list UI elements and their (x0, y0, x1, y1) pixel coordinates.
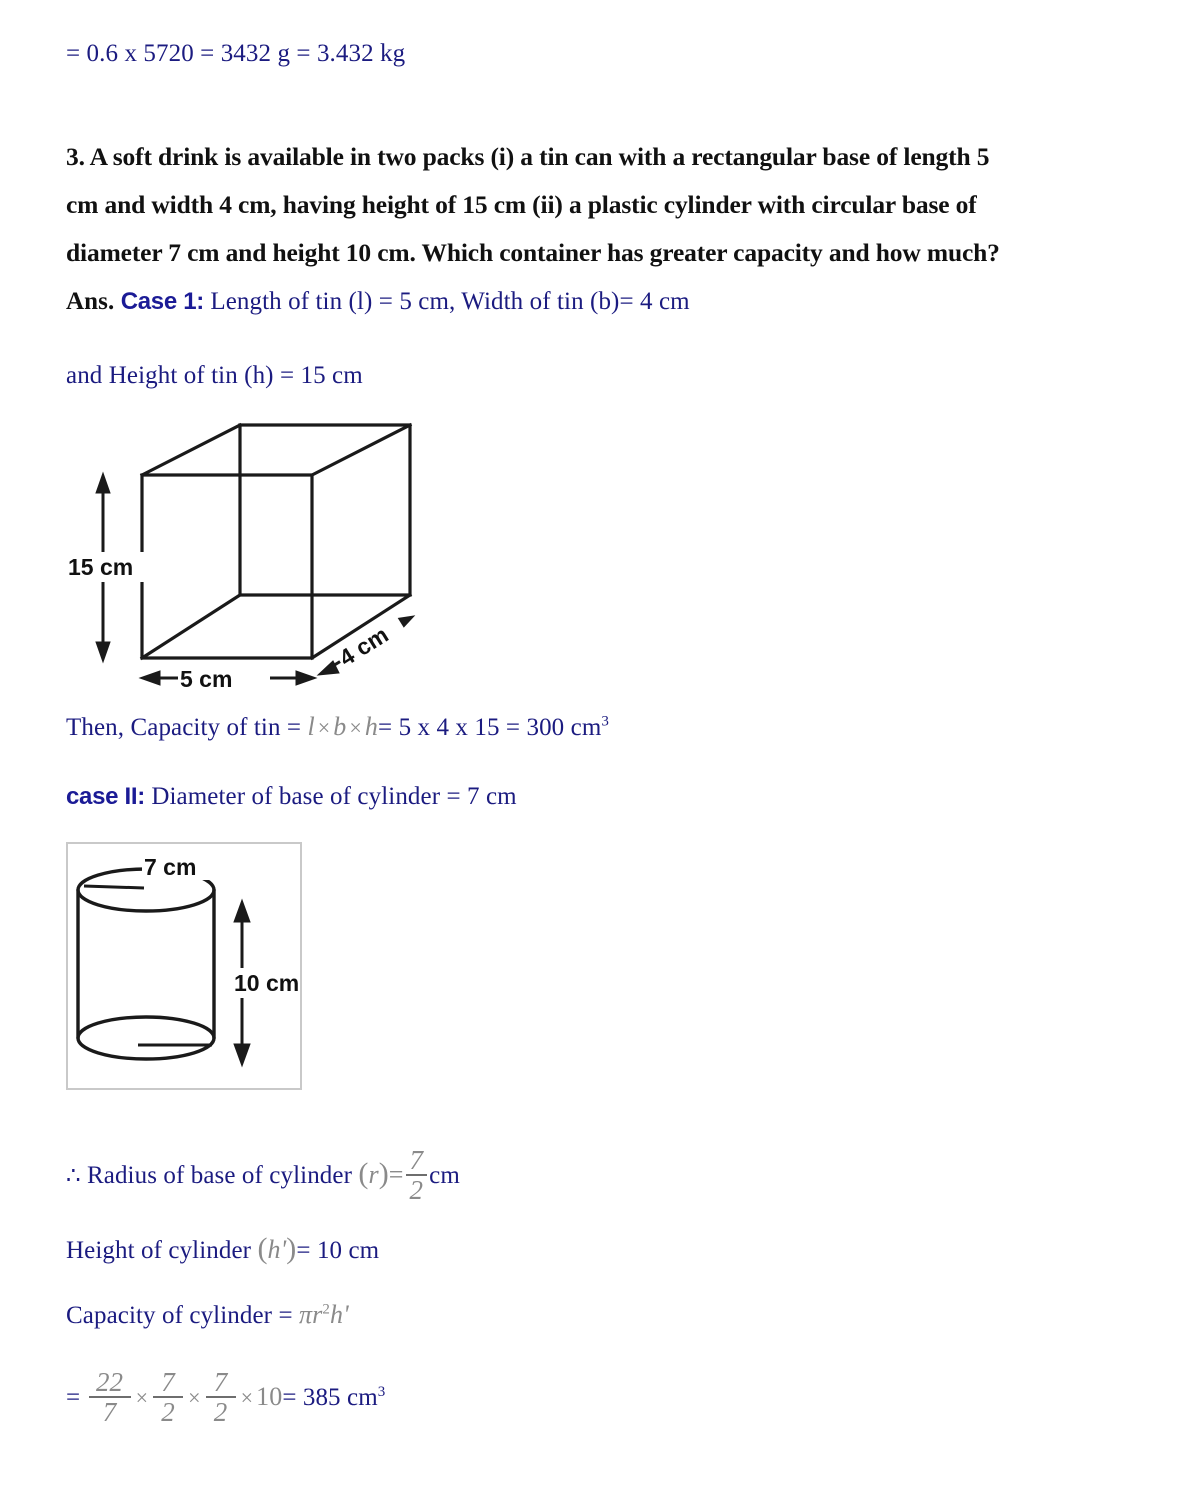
final-result: = 385 cm (282, 1384, 378, 1412)
tin-capacity-prefix: Then, Capacity of tin = (66, 714, 308, 741)
fraction-numerator: 7 (409, 1145, 424, 1175)
height-cyl-text: Height of cylinder (66, 1237, 258, 1264)
frac3-denominator: 2 (206, 1396, 236, 1426)
frac1-denominator: 7 (89, 1396, 131, 1426)
case1-label: Case 1: (120, 288, 204, 315)
cylinder-height-line-text (66, 1232, 379, 1266)
cuboid-front-face (142, 475, 312, 658)
question-line-2: cm and width 4 cm, having height of 15 cm (ii) a plastic cylinder with circular base of (66, 190, 977, 219)
frac3-numerator: 7 (213, 1367, 228, 1397)
fraction-7-2-a (153, 1368, 183, 1427)
final-result-exponent: 3 (377, 1383, 386, 1400)
frac2-denominator: 2 (153, 1396, 183, 1426)
case1-text: Length of tin (l) = 5 cm, Width of tin (b)= 4 cm (204, 288, 690, 315)
carryover-calculation-line: = 0.6 x 5720 = 3432 g = 3.432 kg (66, 40, 406, 67)
final-calculation-line (66, 1367, 386, 1429)
cuboid-edge-tl (142, 425, 240, 475)
radius-text: Radius of base of cylinder (80, 1162, 359, 1190)
fraction-22-7 (89, 1368, 131, 1427)
height-dimension-label: 15 cm (68, 554, 134, 580)
answer-case1-line (66, 288, 690, 316)
frac2-numerator: 7 (161, 1367, 175, 1397)
frac1-numerator: 22 (95, 1367, 124, 1397)
multiplier-ten: 10 (256, 1382, 283, 1412)
close-paren-h: ) (286, 1232, 297, 1265)
open-paren-h: ( (257, 1232, 268, 1265)
mult-1: × (135, 1385, 149, 1411)
cylinder-capacity-line (66, 1300, 349, 1330)
ans-label: Ans. (66, 288, 115, 315)
case2-label: case II: (66, 783, 145, 810)
close-paren-r: ) (378, 1157, 389, 1191)
question-line-3: diameter 7 cm and height 10 cm. Which container has greater capacity and how much? (66, 238, 1000, 267)
height-cyl-value: = 10 cm (296, 1237, 380, 1264)
symbol-pi: π (299, 1300, 313, 1329)
times-sign-1: × (317, 715, 331, 740)
tin-capacity-result: = 5 x 4 x 15 = 300 cm (378, 714, 602, 741)
symbol-l: l (307, 712, 315, 741)
cuboid-edge-tr (312, 425, 410, 475)
answer-case2-line (66, 783, 517, 811)
symbol-r-squared: r (312, 1300, 323, 1329)
symbol-h-prime-2: h' (329, 1300, 349, 1329)
fraction-seven-halves (406, 1146, 428, 1205)
diameter-label: 7 cm (144, 854, 197, 880)
tin-capacity-exponent: 3 (601, 713, 609, 730)
mult-2: × (188, 1385, 201, 1411)
question-text (66, 133, 1166, 277)
final-equals: = (66, 1384, 81, 1412)
symbol-b: b (333, 712, 347, 741)
depth-dimension-label: 4 cm (334, 621, 393, 672)
cylinder-radius-line-text (66, 1145, 460, 1207)
capacity-cyl-text: Capacity of cylinder = (66, 1302, 299, 1329)
case2-text: Diameter of base of cylinder = 7 cm (145, 783, 517, 810)
plastic-cylinder-diagram (66, 842, 302, 1090)
therefore-symbol: ∴ (66, 1163, 81, 1189)
radius-unit: cm (429, 1162, 460, 1190)
length-dimension-label: 5 cm (180, 666, 233, 692)
fraction-denominator: 2 (406, 1174, 428, 1204)
times-sign-2: × (349, 715, 362, 740)
tin-can-cuboid-diagram (60, 405, 460, 700)
cylinder-diameter-line (84, 886, 144, 888)
symbol-h: h (364, 712, 379, 741)
fraction-7-2-b (206, 1368, 236, 1427)
cylinder-bottom-ellipse (78, 1017, 214, 1059)
cylinder-height-label: 10 cm (234, 970, 300, 996)
mult-3: × (240, 1385, 254, 1411)
tin-capacity-line (66, 712, 609, 742)
cuboid-back-face (240, 425, 410, 595)
cuboid-edge-bl (142, 595, 240, 658)
question-line-1: 3. A soft drink is available in two packs (i) a tin can with a rectangular base of length 5 (66, 142, 990, 171)
equals-sign-radius: = (388, 1160, 404, 1190)
open-paren-r: ( (358, 1157, 369, 1191)
symbol-r: r (368, 1160, 379, 1190)
r-exponent: 2 (322, 1301, 330, 1318)
symbol-h-prime: h' (267, 1235, 287, 1264)
tin-height-line: and Height of tin (h) = 15 cm (66, 362, 363, 389)
